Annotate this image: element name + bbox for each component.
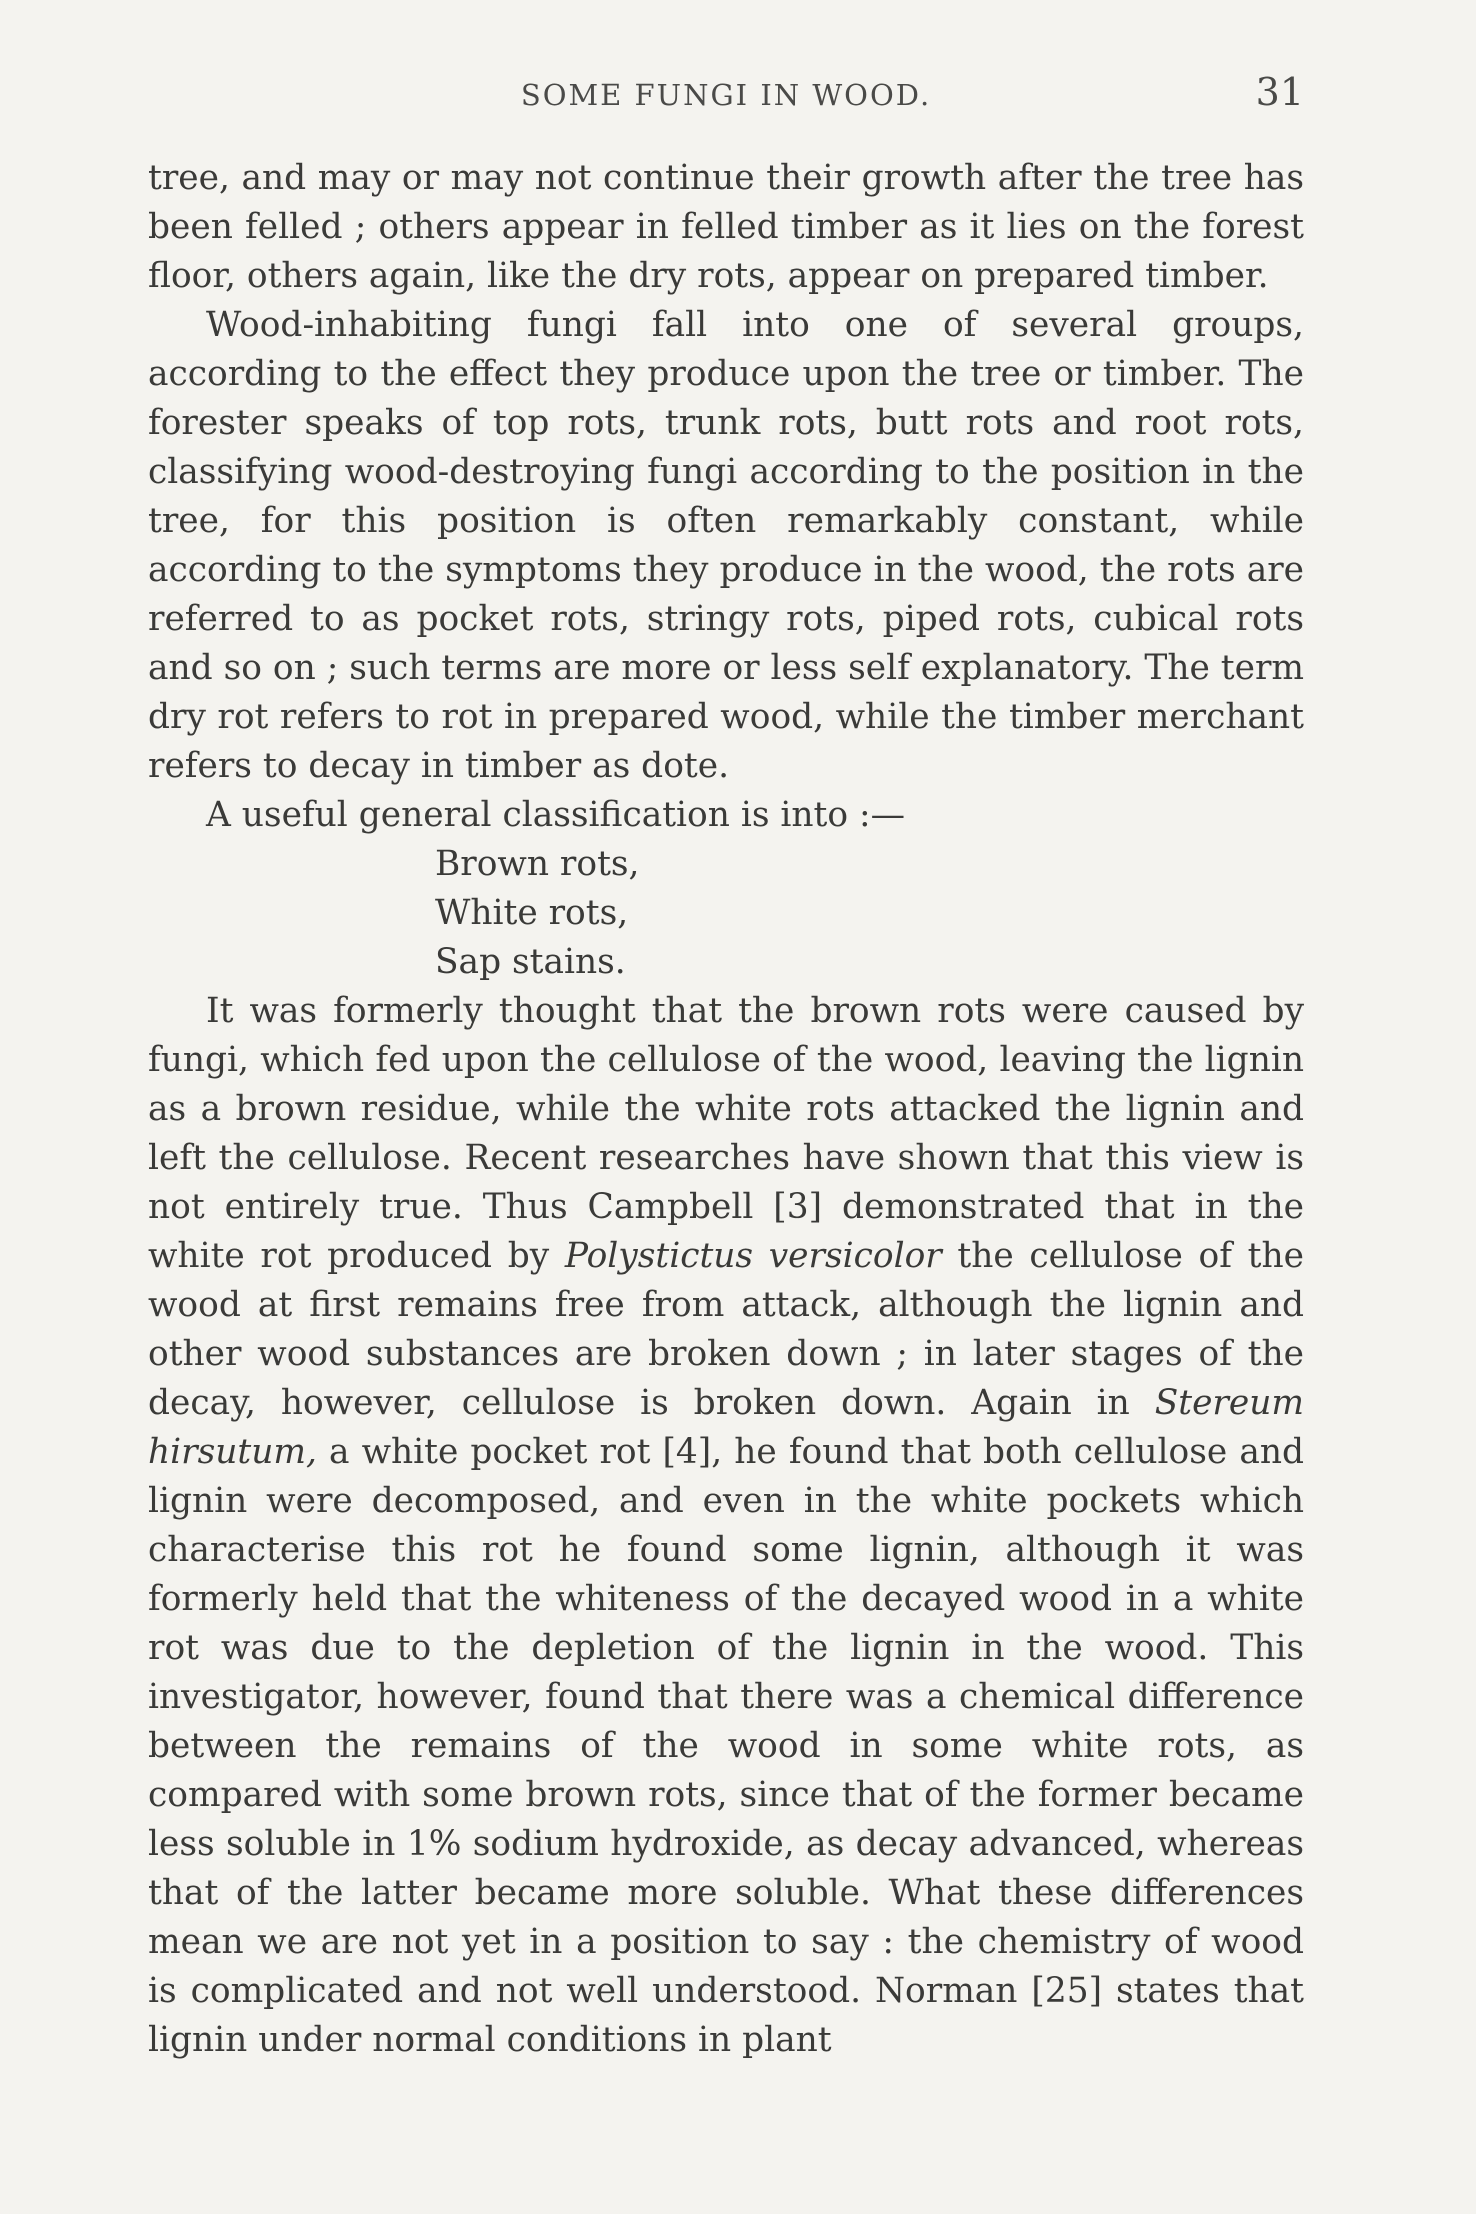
list-item-brown-rots: Brown rots,: [435, 844, 640, 884]
species-name-polystictus: Polystictus versicolor: [564, 1236, 942, 1276]
running-title: SOME FUNGI IN WOOD.: [520, 78, 932, 112]
text-run: the cellulose of the wood at first remains free from attack, although the lignin and other wood substances are broken down ; in later stages of the decay, however, cellulose is broken down. Again in: [148, 1236, 1304, 1423]
page-number: 31: [1255, 70, 1304, 114]
book-page: [148, 70, 1304, 2065]
paragraph-wood-inhabiting-fungi: Wood-inhabiting fungi fall into one of several groups, according to the effect they produce upon the tree or timber. The forester speaks of top rots, trunk rots, butt rots and root rots, classifying wood-destroying fungi according to the position in the tree, for this position is often remarkably constant, while according to the symptoms they produce in the wood, the rots are referred to as pocket rots, stringy rots, piped rots, cubical rots and so on ; such terms are more or less self explanatory. The term dry rot refers to rot in prepared wood, while the timber merchant refers to decay in timber as dote.: [148, 305, 1304, 786]
text-run: a white pocket rot [4], he found that both cellulose and lignin were decomposed, and even in the white pockets which characterise this rot he found some lignin, although it was formerly held that the whiteness of the decayed wood in a white rot was due to the depletion of the lignin in the wood. This investigator, however, found that there was a chemical difference between the remains of the wood in some white rots, as compared with some brown rots, since that of the former became less soluble in 1% sodium hydroxide, as decay advanced, whereas that of the latter became more soluble. What these differences mean we are not yet in a position to say : the chemistry of wood is complicated and not well understood. Norman [25] states that lignin under normal conditions in plant: [148, 1432, 1304, 2060]
list-item-sap-stains: Sap stains.: [435, 942, 626, 982]
list-item-white-rots: White rots,: [435, 893, 629, 933]
running-head: [148, 70, 1304, 130]
body-text: [148, 154, 1304, 2065]
paragraph-classification-intro: A useful general classification is into :—: [206, 795, 905, 835]
paragraph-brown-white-rots: [148, 987, 1304, 2065]
text-run: It was formerly thought that the brown rots were caused by fungi, which fed upon the cellulose of the wood, leaving the lignin as a brown residue, while the white rots attacked the lignin and left the cellulose. Recent researches have shown that this view is not entirely true. Thus Campbell [3] demonstrated that in the white rot produced by: [148, 991, 1304, 1276]
paragraph-continuation: tree, and may or may not continue their growth after the tree has been felled ; others appear in felled timber as it lies on the forest floor, others again, like the dry rots, appear on prepared timber.: [148, 158, 1304, 296]
species-name-stereum: Stereum hirsutum,: [148, 1383, 1304, 1472]
classification-list: [148, 840, 1304, 987]
